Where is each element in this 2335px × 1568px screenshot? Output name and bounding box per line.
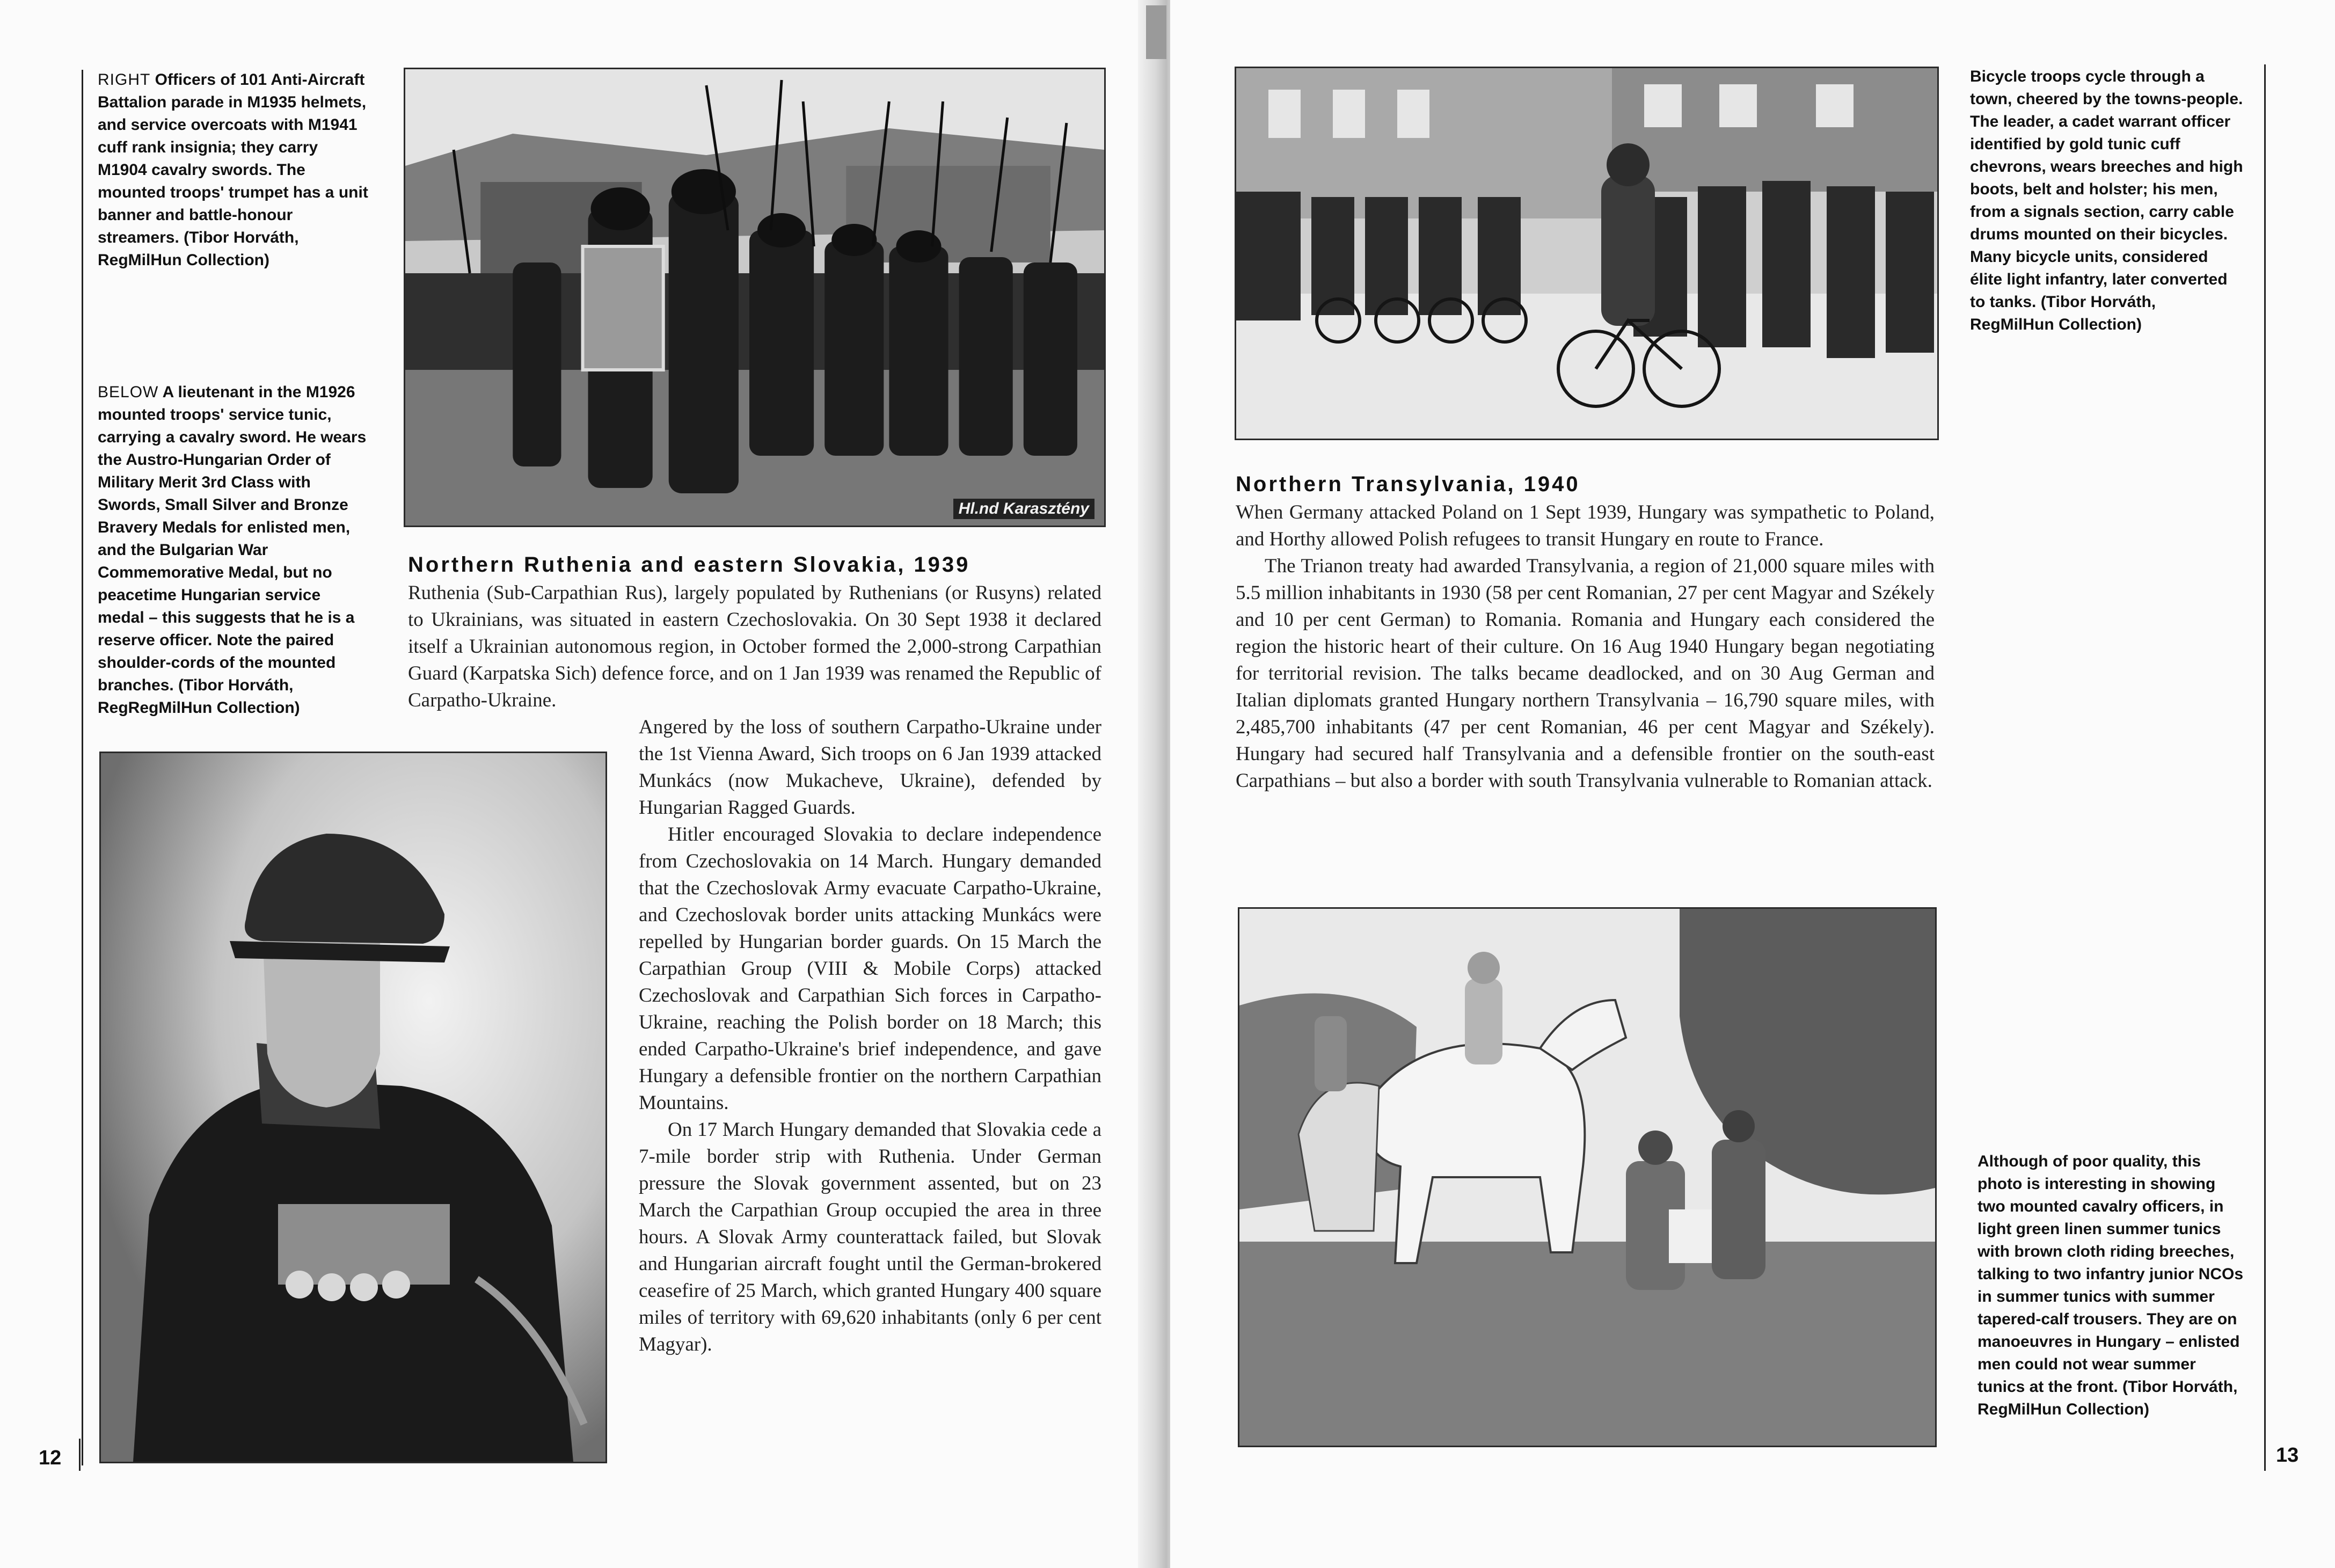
caption-parade bbox=[98, 69, 371, 272]
photo-bicycle-troops bbox=[1235, 67, 1939, 440]
lieutenant-illustration bbox=[101, 753, 605, 1462]
caption-lieutenant-text: A lieutenant in the M1926 mounted troops' service tunic, carrying a cavalry sword. He wears the Austro-Hungarian Order of Military Merit 3rd Class with Swords, Small Silver and Bronze Bravery Medals for enlisted men, and the Bulgarian War Commemorative Medal, but no peacetime Hungarian service medal – this suggests that he is a reserve officer. Note the paired shoulder-cords of the mounted branches. (Tibor Horváth, RegRegMilHun Collection) bbox=[98, 383, 367, 717]
body-ruthenia-top bbox=[408, 580, 1101, 714]
caption-cavalry-officers: Although of poor quality, this photo is interesting in showing two mounted cavalry officers, in light green linen summer tunics with brown cloth riding breeches, talking to two infantry junior NCOs in summer tunics with summer tapered-calf trousers. They are on manoeuvres in Hungary – enlisted men could not wear summer tunics at the front. (Tibor Horváth, RegMilHun Collection) bbox=[1978, 1153, 2243, 1418]
heading-northern-ruthenia: Northern Ruthenia and eastern Slovakia, 1939 bbox=[408, 553, 971, 577]
page-number-right: 13 bbox=[2276, 1444, 2299, 1467]
paragraph-sich-attack: Angered by the loss of southern Carpatho-Ukraine under the 1st Vienna Award, Sich troops on 6 Jan 1939 attacked Munkács (now Mukacheve, Ukraine), defended by Hungarian Ragged Guards. bbox=[639, 716, 1101, 819]
right-margin-rule bbox=[2264, 64, 2266, 1471]
caption-bicycle-troops: Bicycle troops cycle through a town, cheered by the towns-people. The leader, a cadet warrant officer identified by gold tunic cuff chevrons, wears breeches and high boots, belt and holster; his men, from a signals section, carry cable drums mounted on their bicycles. Many bicycle units, considered élite light infantry, later converted to tanks. (Tibor Horváth, RegMilHun Collection) bbox=[1970, 68, 2243, 333]
gutter-binding-strip bbox=[1146, 5, 1166, 59]
page-number-left: 12 bbox=[39, 1447, 62, 1469]
left-page-number-rule bbox=[79, 1439, 81, 1471]
photo-cavalry-officers bbox=[1238, 907, 1937, 1447]
body-ruthenia-column bbox=[639, 714, 1101, 1358]
left-page bbox=[0, 0, 1149, 1568]
parade-illustration bbox=[405, 69, 1104, 526]
paragraph-slovakia-independence: Hitler encouraged Slovakia to declare independence from Czechoslovakia on 14 March. Hungary demanded that the Czechoslovak Army evacuate Carpatho-Ukraine, and Czechoslovak border units attacking Munkács were repelled by Hungarian border guards. On 15 March the Carpathian Group (VIII & Mobile Corps) attacked Czechoslovak and Carpathian Sich forces in Carpatho-Ukraine, reaching the Polish border on 18 March; this ended Carpatho-Ukraine's brief independence, and gave Hungary a defensible frontier on the northern Carpathian Mountains. bbox=[639, 823, 1101, 1114]
paragraph-trianon-treaty: The Trianon treaty had awarded Transylvania, a region of 21,000 square miles with 5.5 million inhabitants in 1930 (58 per cent Romanian, 27 per cent Magyar and Székely and 10 per cent German) to Romania. Romania and Hungary each considered the region the historic heart of their culture. On 16 Aug 1940 Hungary began negotiating for territorial revision. The talks became deadlocked, and on 30 Aug German and Italian diplomats granted Hungary northern Transylvania – 16,790 square miles, with 2,485,700 inhabitants (47 per cent Romanian, 46 per cent Magyar and Székely). Hungary had secured half Transylvania and a defensible frontier on the south-east Carpathians – but also a border with south Transylvania vulnerable to Romanian attack. bbox=[1236, 555, 1935, 792]
caption-lieutenant-lead: BELOW bbox=[98, 383, 159, 401]
caption-parade-lead: RIGHT bbox=[98, 71, 151, 89]
cavalry-illustration bbox=[1239, 909, 1935, 1446]
paragraph-border-strip: On 17 March Hungary demanded that Slovakia cede a 7-mile border strip with Ruthenia. Under German pressure the Slovak government assented, but on 23 March the Carpathian Group occupied the area in three hours. A Slovak Army counterattack failed, but Slovak and Hungarian aircraft fought until the German-brokered ceasefire of 25 March, which granted Hungary 400 square miles of territory with 69,620 inhabitants (only 6 per cent Magyar). bbox=[639, 1119, 1101, 1355]
photo-lieutenant bbox=[99, 752, 607, 1463]
caption-lieutenant bbox=[98, 381, 371, 719]
bicycle-illustration bbox=[1236, 68, 1937, 439]
parade-photo-inscription: Hl.nd Karasztény bbox=[953, 499, 1094, 519]
caption-parade-text: Officers of 101 Anti-Aircraft Battalion parade in M1935 helmets, and service overcoats with M1941 cuff rank insignia; they carry M1904 cavalry swords. The mounted troops' trumpet has a unit banner and battle-honour streamers. (Tibor Horváth, RegMilHun Collection) bbox=[98, 71, 368, 269]
left-margin-rule bbox=[82, 70, 83, 1465]
paragraph-ruthenia-intro: Ruthenia (Sub-Carpathian Rus), largely populated by Ruthenians (or Rusyns) related to Ukrainians, was situated in eastern Czechoslovakia. On 30 Sept 1938 it declared itself a Ukrainian autonomous region, in October formed the 2,000-strong Carpathian Guard (Karpatska Sich) defence force, and on 1 Jan 1939 was renamed the Republic of Carpatho-Ukraine. bbox=[408, 582, 1101, 711]
right-page bbox=[1170, 0, 2335, 1568]
body-transylvania bbox=[1236, 499, 1935, 794]
photo-parade bbox=[404, 68, 1106, 527]
heading-northern-transylvania: Northern Transylvania, 1940 bbox=[1236, 472, 1580, 496]
paragraph-poland-attack: When Germany attacked Poland on 1 Sept 1939, Hungary was sympathetic to Poland, and Horthy allowed Polish refugees to transit Hungary en route to France. bbox=[1236, 501, 1935, 550]
